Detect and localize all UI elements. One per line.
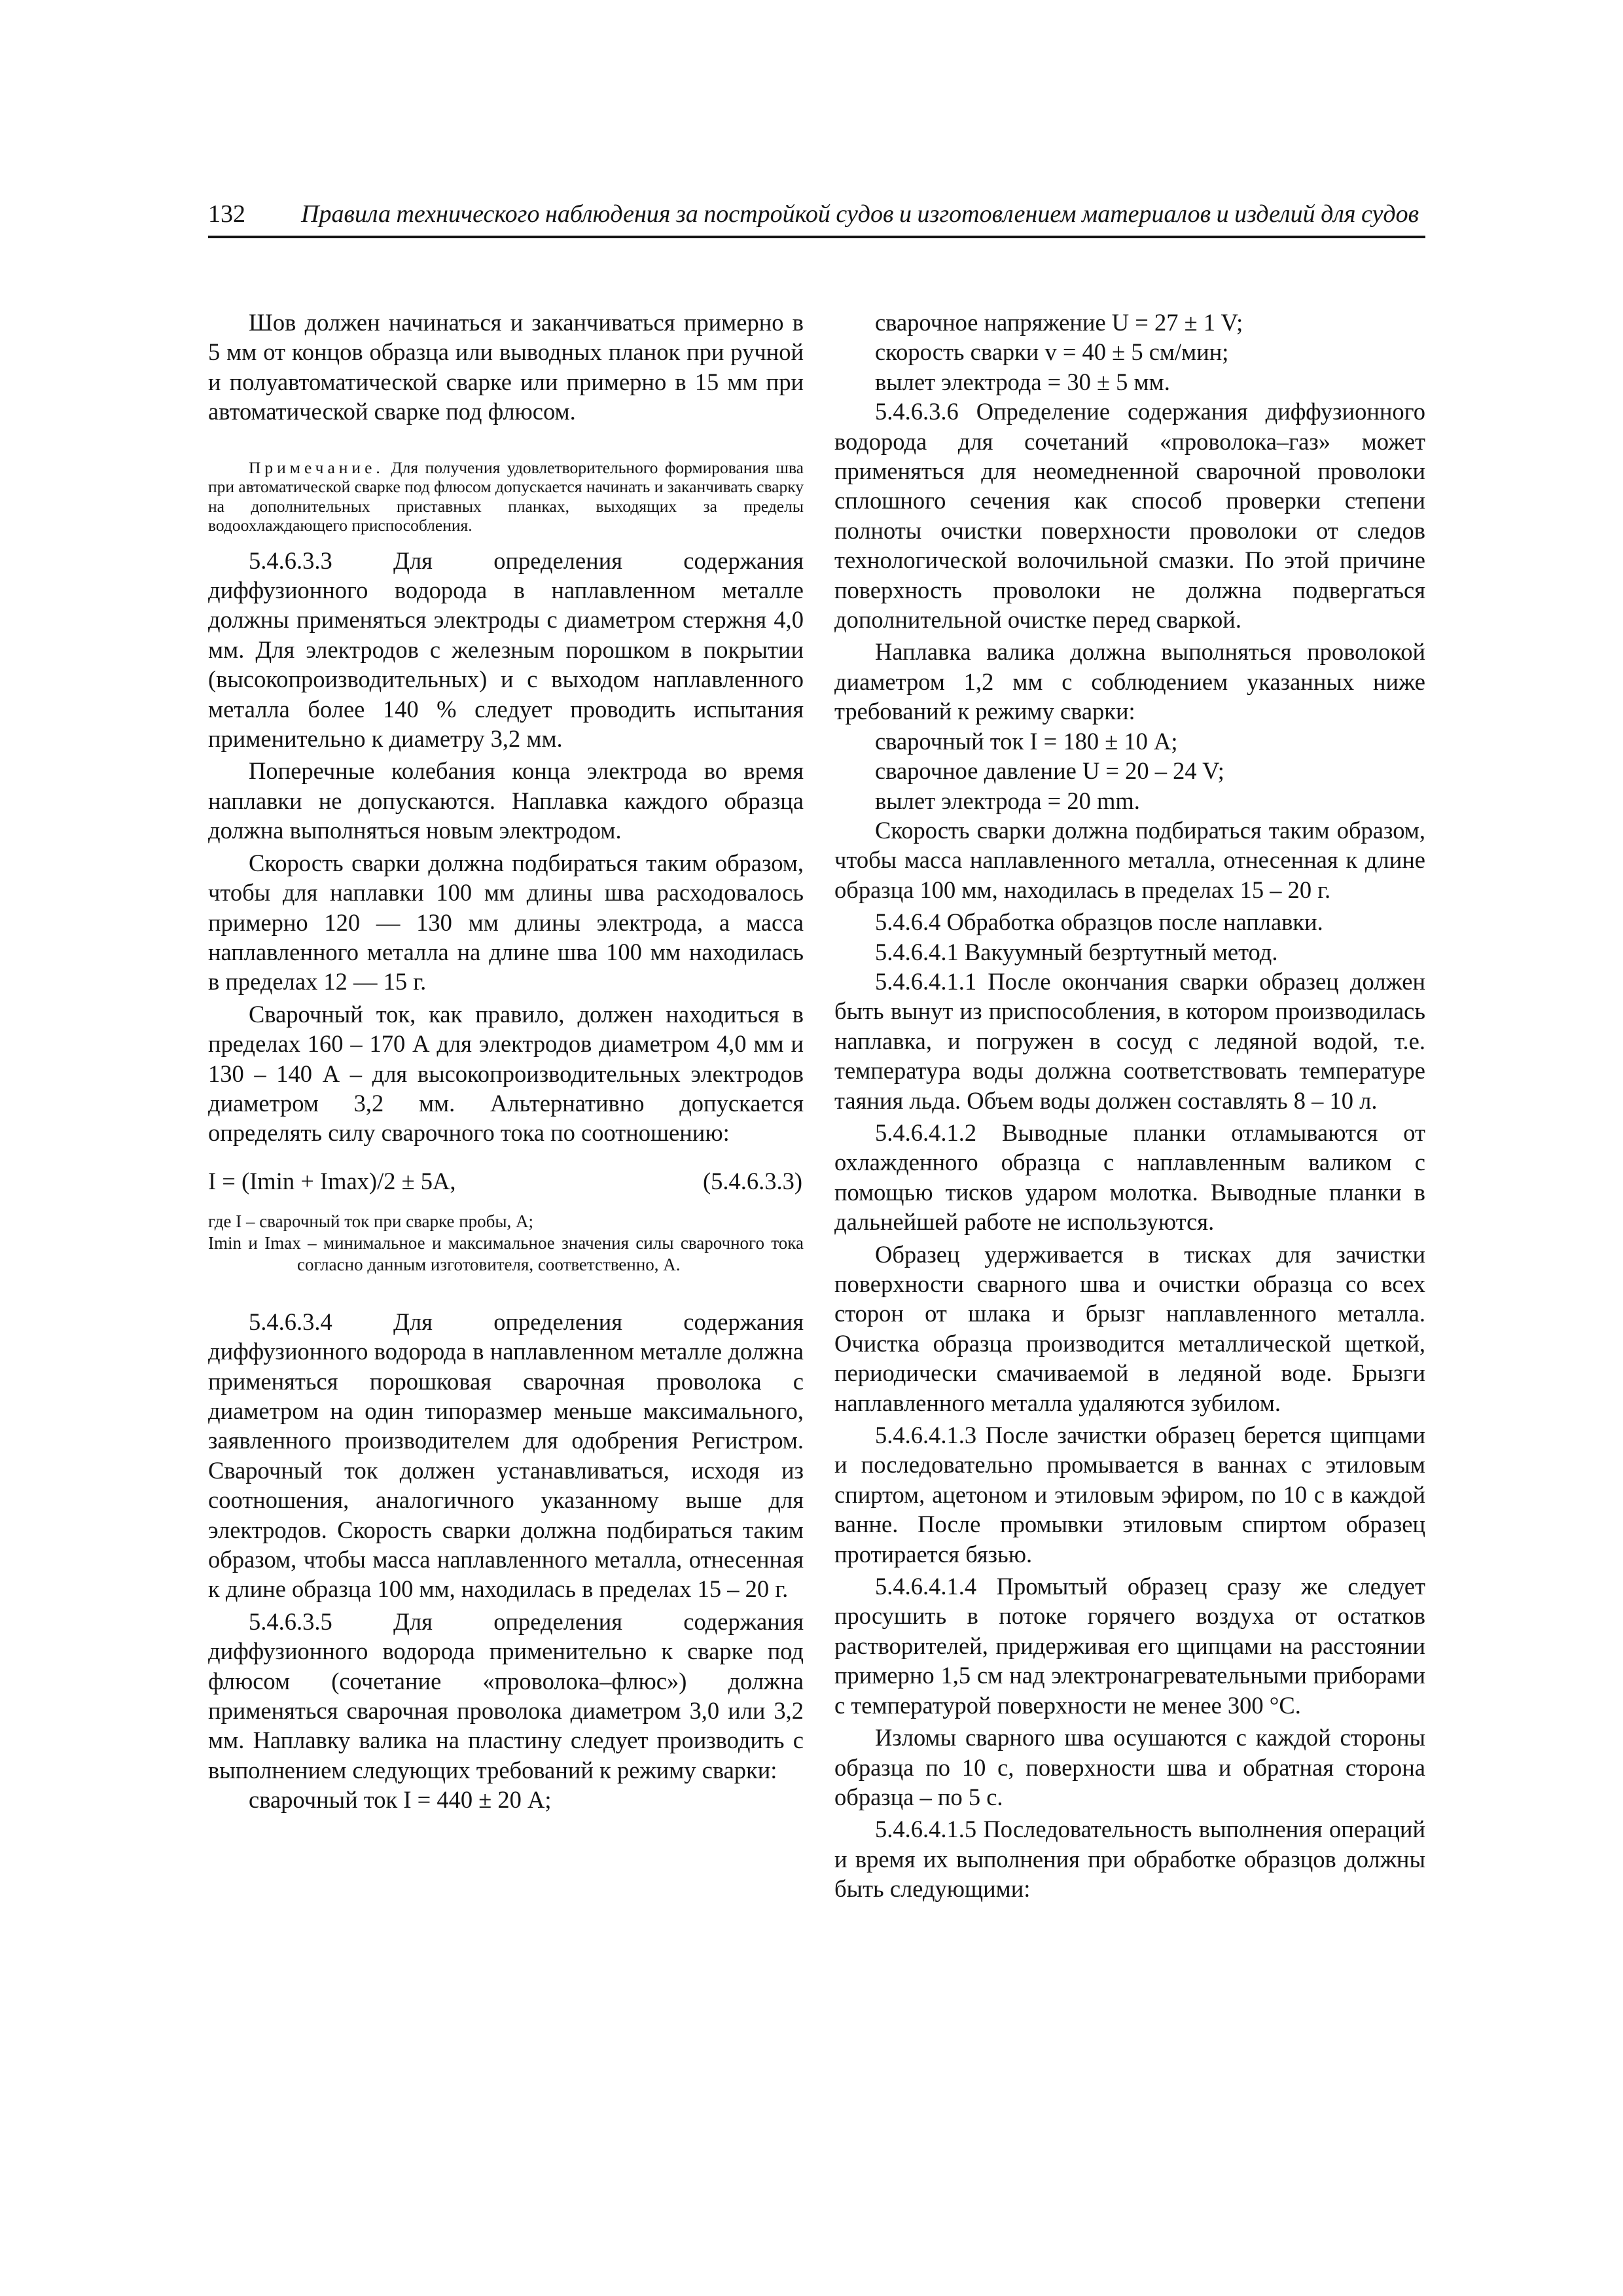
note-text: Для получения удовлетворительного формирования шва при автоматической сварке под флюсом допускается начинать и заканчивать сварку на дополнительных приставных планках, выходящих за пределы водоохлаждающего приспособления.: [208, 457, 804, 535]
paragraph-current: Сварочный ток, как правило, должен находиться в пределах 160 – 170 А для электродов диаметром 4,0 мм и 130 – 140 А – для высокопроизводительных электродов диаметром 3,2 мм. Альтернативно допускается определять силу сварочного тока по соотношению:: [208, 1000, 804, 1147]
paragraph-5-4-6-4-1: 5.4.6.4.1 Вакуумный безртутный метод.: [875, 938, 1278, 965]
paragraph-bead: Наплавка валика должна выполняться проволокой диаметром 1,2 мм с соблюдением указанных ниже требований к режиму сварки:: [834, 638, 1425, 725]
line-pressure: сварочное давление U = 20 – 24 V;: [875, 757, 1224, 785]
formula: I = (Imin + Imax)/2 ± 5A,: [208, 1167, 456, 1194]
paragraph-seam-start: Шов должен начинаться и заканчиваться примерно в 5 мм от концов образца или выводных планок при ручной и полуавтоматической сварке или примерно в 15 мм при автоматической сварке под флюсом.: [208, 309, 804, 425]
line-stickout-2: вылет электрода = 20 mm.: [875, 787, 1140, 814]
note-block: [208, 458, 804, 535]
paragraph-speed-2: Скорость сварки должна подбираться таким образом, чтобы масса наплавленного металла, отнесенная к длине образца 100 мм, находилась в пределах 15 – 20 г.: [834, 816, 1425, 903]
line-speed: скорость сварки v = 40 ± 5 см/мин;: [875, 338, 1229, 366]
paragraph-5-4-6-4: 5.4.6.4 Обработка образцов после наплавки.: [875, 908, 1323, 936]
paragraph-5-4-6-4-1-2: 5.4.6.4.1.2 Выводные планки отламываются от охлажденного образца с наплавленным валиком с помощью тисков ударом молотка. Выводные планки в дальнейшей работе не используются.: [834, 1119, 1425, 1236]
paragraph-5-4-6-3-6: 5.4.6.3.6 Определение содержания диффузионного водорода для сочетаний «проволока–газ» может применяться для неомедненной сварочной проволоки сплошного сечения как способ проверки степени полноты очистки поверхности проволоки от следов технологической волочильной смазки. По этой причине поверхность проволоки не должна подвергаться дополнительной очистке перед сваркой.: [834, 398, 1425, 634]
line-current-2: сварочный ток I = 180 ± 10 А;: [875, 727, 1178, 755]
paragraph-5-4-6-4-1-4: 5.4.6.4.1.4 Промытый образец сразу же следует просушить в потоке горячего воздуха от остатков растворителей, придерживая его щипцами на расстоянии примерно 1,5 см над электронагревательными приборами с температурой поверхности не менее 300 °С.: [834, 1573, 1425, 1719]
paragraph-5-4-6-4-1-5: 5.4.6.4.1.5 Последовательность выполнения операций и время их выполнения при обработке образцов должны быть следующими:: [834, 1816, 1425, 1903]
legend-line-2: Imin и Imax – минимальное и максимальное значения силы сварочного тока согласно данным изготовителя, соответственно, А.: [208, 1232, 804, 1274]
note-label: Примечание.: [249, 457, 384, 477]
paragraph-transverse: Поперечные колебания конца электрода во время наплавки не допускаются. Наплавка каждого образца должна выполняться новым электродом.: [208, 757, 804, 844]
paragraph-5-4-6-4-1-3: 5.4.6.4.1.3 После зачистки образец берется щипцами и последовательно промывается в ваннах с этиловым спиртом, ацетоном и этиловым эфиром, по 10 с в каждой ванне. После промывки этиловым спиртом образец протирается бязью.: [834, 1422, 1425, 1568]
left-column: [208, 308, 804, 1815]
paragraph-vise: Образец удерживается в тисках для зачистки поверхности сварного шва и очистки образца со всех сторон от шлака и брызг наплавленного металла. Очистка образца производится металлической щеткой, периодически смачиваемой в ледяной воде. Брызги наплавленного металла удаляются зубилом.: [834, 1240, 1425, 1416]
page-number: 132: [208, 200, 245, 228]
right-column: [834, 308, 1425, 1904]
line-voltage: сварочное напряжение U = 27 ± 1 V;: [875, 309, 1243, 336]
paragraph-5-4-6-3-4: 5.4.6.3.4 Для определения содержания диффузионного водорода в наплавленном металле должна применяться порошковая сварочная проволока с диаметром на один типоразмер меньше максимального, заявленного производителем для одобрения Регистром. Сварочный ток должен устанавливаться, исходя из соотношения, аналогичного указанному выше для электродов. Скорость сварки должна подбираться таким образом, чтобы масса наплавленного металла, отнесенная к длине образца 100 мм, находилась в пределах 15 – 20 г.: [208, 1308, 804, 1603]
line-current: сварочный ток I = 440 ± 20 А;: [249, 1786, 552, 1814]
running-header: [208, 196, 1425, 238]
paragraph-5-4-6-4-1-1: 5.4.6.4.1.1 После окончания сварки образец должен быть вынут из приспособления, в котором производилась наплавка, и погружен в сосуд с ледяной водой, т.е. температура воды должна соответствовать температуре таяния льда. Объем воды должен составлять 8 – 10 л.: [834, 967, 1425, 1114]
formula-legend: [208, 1211, 804, 1276]
paragraph-5-4-6-3-3: 5.4.6.3.3 Для определения содержания диффузионного водорода в наплавленном металле должны применяться электроды с диаметром стержня 4,0 мм. Для электродов с железным порошком в покрытии (высокопроизводительных) и с выходом наплавленного металла более 140 % следует проводить испытания применительно к диаметру 3,2 мм.: [208, 547, 804, 753]
legend-line-1: где I – сварочный ток при сварке пробы, А;: [208, 1211, 534, 1231]
paragraph-5-4-6-3-5: 5.4.6.3.5 Для определения содержания диффузионного водорода применительно к сварке под флюсом (сочетание «проволока–флюс») должна применяться сварочная проволока диаметром 3,0 или 3,2 мм. Наплавку валика на пластину следует производить с выполнением следующих требований к режиму сварки:: [208, 1607, 804, 1784]
paragraph-fractures: Изломы сварного шва осушаются с каждой стороны образца по 10 с, поверхности шва и обратная сторона образца – по 5 с.: [834, 1724, 1425, 1810]
running-title: Правила технического наблюдения за постройкой судов и изготовлением материалов и изделий для судов: [301, 200, 1419, 228]
line-stickout: вылет электрода = 30 ± 5 мм.: [875, 368, 1170, 395]
formula-number: (5.4.6.3.3): [702, 1167, 802, 1194]
paragraph-speed: Скорость сварки должна подбираться таким образом, чтобы для наплавки 100 мм длины шва расходовалось примерно 120 — 130 мм длины электрода, а масса наплавленного металла на длине шва 100 мм находилась в пределах 12 — 15 г.: [208, 849, 804, 996]
formula-row: [208, 1166, 804, 1196]
